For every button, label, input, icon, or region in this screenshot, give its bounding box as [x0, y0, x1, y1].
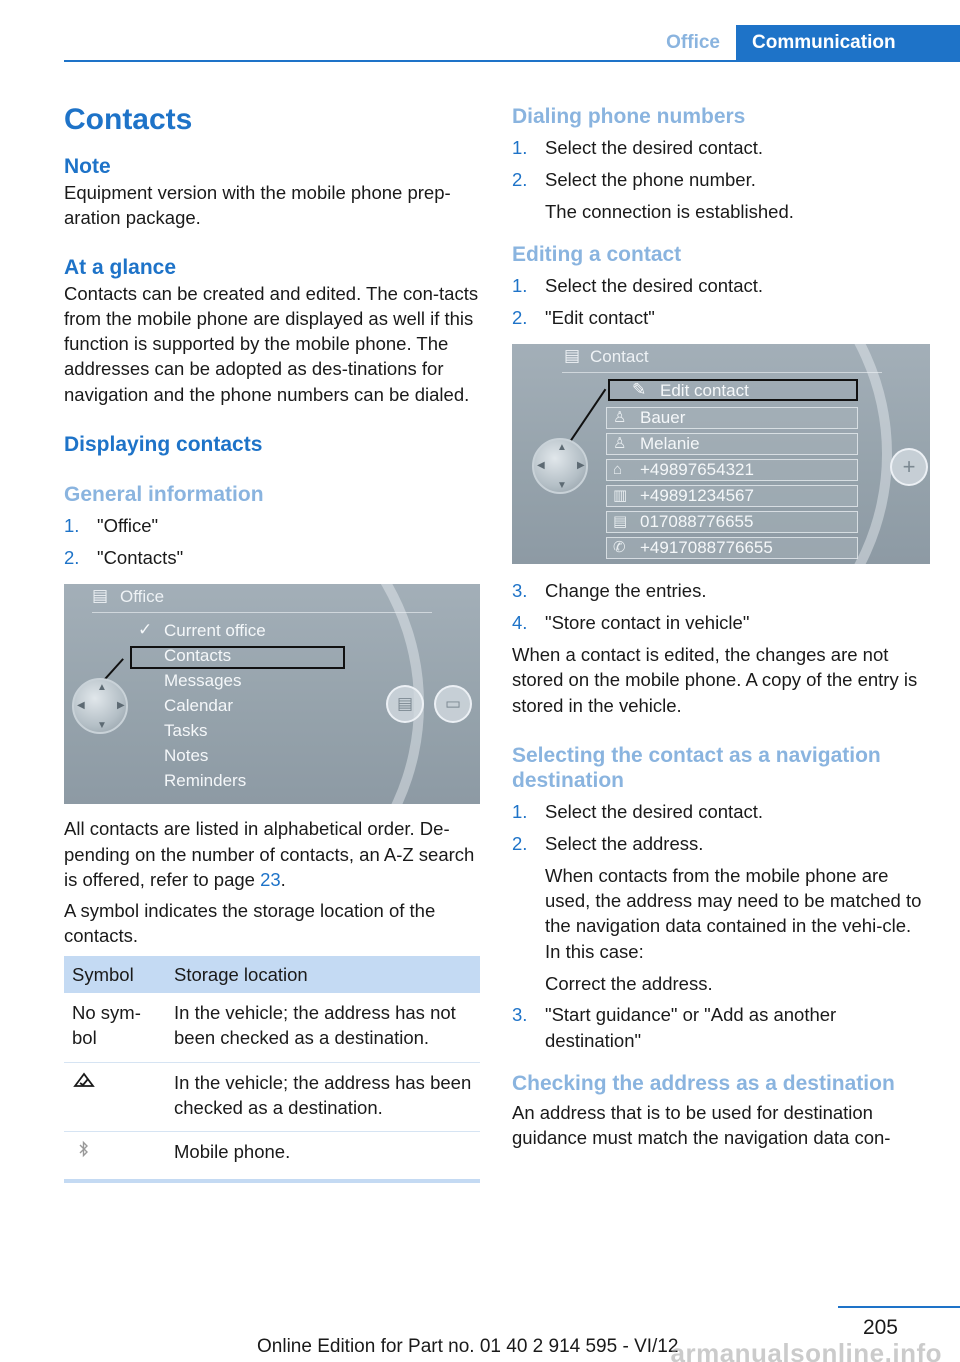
contact-screen-title-icon: ▤: [564, 346, 581, 366]
page-title: Contacts: [64, 103, 193, 136]
watermark: armanualsonline.info: [670, 1338, 942, 1362]
footer-rule: [838, 1306, 960, 1308]
home-phone-icon: ⌂: [613, 461, 623, 479]
pencil-icon: ✎: [632, 380, 647, 400]
office-entry: Messages: [164, 671, 242, 691]
person-icon: ♙: [613, 435, 627, 453]
table-row: [64, 1062, 480, 1132]
checking-text: An address that is to be used for destination guidance must match the navigation data con-: [512, 1101, 891, 1149]
list-item: 2. Select the address. When contacts from the mobile phone are used, the address may need to be matched to the navigation data contained in the vehi-cle. In this case: Correct the address.: [512, 832, 922, 994]
glance-heading: At a glance: [64, 255, 177, 279]
table-cell: In the vehicle; the address has not been checked as a destination.: [166, 993, 480, 1062]
notes-icon: ▤: [386, 685, 424, 723]
checkmark-icon: ✓: [138, 620, 153, 640]
checking-heading: Checking the address as a destination: [512, 1071, 895, 1095]
controller-knob: ▲ ▼ ◀ ▶: [72, 678, 128, 734]
office-entry: Tasks: [164, 721, 208, 741]
list-item: 1. Select the desired contact.: [512, 137, 764, 158]
office-screen-title: Office: [120, 587, 165, 607]
header-tab-office[interactable]: Office: [646, 25, 736, 61]
alpha-text: All contacts are listed in alphabetical order. De-pending on the number of contacts, an A-Z search is offered, refer to page 23.: [64, 818, 475, 890]
checked-destination-icon: [72, 1070, 96, 1090]
header-rule: [64, 60, 960, 62]
glance-text: Contacts can be created and edited. The con-tacts from the mobile phone are displayed as well if this function is supported by the mobile phone. The addresses can be adopted as des-tinations for navigation and the phone numbers can be dialed.: [64, 282, 479, 405]
header-tab-communication[interactable]: Communication: [736, 25, 960, 61]
office-entry: Notes: [164, 746, 209, 766]
document-icon: ▭: [434, 685, 472, 723]
page-number: 205: [862, 1316, 898, 1339]
list-item: 2. "Contacts": [64, 546, 184, 568]
office-screen-title-icon: ▤: [92, 586, 109, 606]
mobile-phone-bluetooth-icon: [72, 1139, 96, 1161]
general-steps: [64, 513, 480, 570]
general-heading: General information: [64, 483, 264, 507]
table-header: Symbol: [64, 956, 166, 993]
office-entry: Current office: [164, 621, 266, 641]
list-item: 2. "Edit contact": [512, 306, 655, 328]
page-link[interactable]: 23: [260, 868, 281, 890]
office-entry: Calendar: [164, 696, 233, 716]
list-item: 4. "Store contact in vehicle": [512, 612, 750, 634]
office-phone-icon: ▥: [613, 487, 628, 505]
contact-screen-title: Contact: [590, 347, 649, 367]
edited-text: When a contact is edited, the changes are not stored on the mobile phone. A copy of the entry is stored in the vehicle.: [512, 644, 918, 716]
editing-steps-continued: [512, 578, 930, 635]
list-item: 3. "Start guidance" or "Add as another destination": [512, 1004, 837, 1051]
contact-row: ▥ +49891234567: [606, 485, 858, 507]
footer-edition: Online Edition for Part no. 01 40 2 914 595 - VI/12: [257, 1336, 679, 1357]
list-item: 1. Select the desired contact.: [512, 800, 764, 822]
table-header: Storage location: [166, 956, 480, 993]
person-icon: ♙: [613, 409, 627, 427]
office-entry: Reminders: [164, 771, 247, 791]
contact-row: ▤ 017088776655: [606, 511, 858, 533]
editing-heading: Editing a contact: [512, 243, 682, 267]
note-heading: Note: [64, 155, 111, 178]
table-cell: No sym-bol: [64, 993, 166, 1062]
office-screen-image: [64, 584, 480, 804]
contact-row: ✆ +4917088776655: [606, 537, 858, 559]
table-cell: Mobile phone.: [166, 1132, 480, 1181]
right-column: [512, 100, 930, 1151]
dialing-heading: Dialing phone numbers: [512, 105, 746, 128]
office-entry: Contacts: [164, 646, 232, 666]
displaying-heading: Displaying contacts: [64, 433, 263, 457]
edit-contact-label: Edit contact: [660, 381, 749, 401]
list-item: 1. "Office": [64, 515, 159, 537]
dialing-steps: [512, 135, 930, 224]
editing-steps: [512, 273, 930, 330]
table-cell: [64, 1132, 166, 1181]
list-item: 3. Change the entries.: [512, 580, 707, 602]
note-text: Equipment version with the mobile phone prep-aration package.: [64, 182, 451, 229]
table-row: [64, 1132, 480, 1181]
symbol-text: A symbol indicates the storage location of the contacts.: [64, 900, 436, 947]
plus-icon: +: [890, 448, 928, 486]
controller-knob: ▲ ▼ ◀ ▶: [532, 438, 588, 494]
table-cell: [64, 1062, 166, 1132]
table-cell: In the vehicle; the address has been checked as a destination.: [166, 1062, 480, 1132]
list-item: 2. Select the phone number. The connection is established.: [512, 168, 794, 222]
mobile-phone-icon: ✆: [613, 539, 626, 557]
contact-screen-image: [512, 344, 930, 564]
contact-row: ♙ Melanie: [606, 433, 858, 455]
fax-icon: ▤: [613, 513, 628, 531]
table-row: [64, 993, 480, 1062]
list-item: 1. Select the desired contact.: [512, 275, 764, 297]
nav-heading: Selecting the contact as a navigation destination: [512, 743, 881, 792]
left-column: [64, 100, 480, 1183]
contact-row: ⌂ +49897654321: [606, 459, 858, 481]
contact-row: ♙ Bauer: [606, 407, 858, 429]
nav-steps: [512, 799, 930, 1053]
storage-table: [64, 956, 480, 1183]
